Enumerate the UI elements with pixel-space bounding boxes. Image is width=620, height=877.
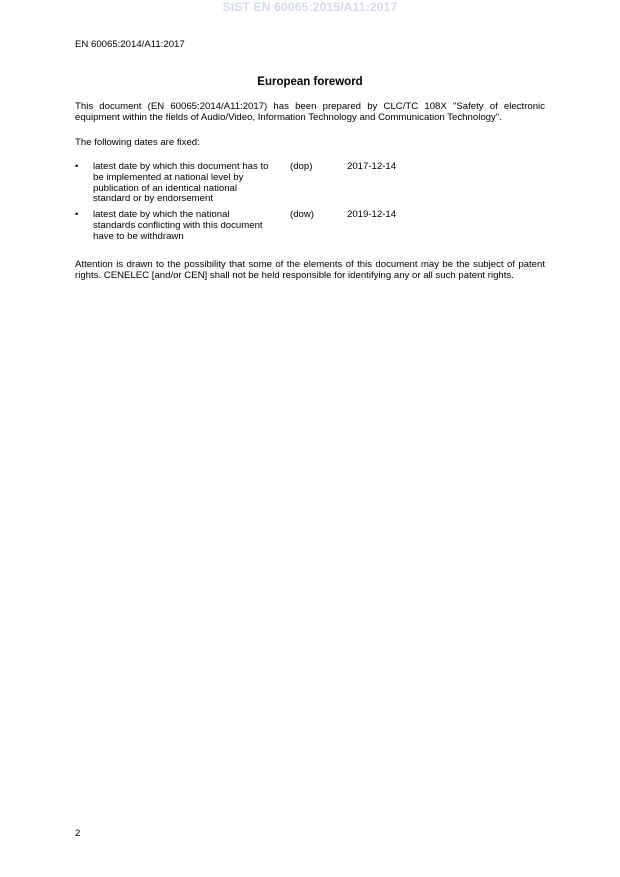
section-title: European foreword: [257, 76, 363, 88]
date-abbreviation: (dop): [290, 161, 313, 172]
list-item-dow: [75, 210, 545, 250]
date-abbreviation: (dow): [290, 209, 314, 220]
page-number: 2: [75, 828, 81, 839]
document-identifier: EN 60065:2014/A11:2017: [75, 39, 185, 50]
bullet-icon: •: [75, 161, 79, 172]
intro-paragraph: This document (EN 60065:2014/A11:2017) has been prepared by CLC/TC 108X "Safety of electronic equipment within the fields of Audio/Video, Information Technology and Communication Technology".: [75, 101, 545, 123]
date-description: latest date by which the national standards conflicting with this document have to be withdrawn: [93, 209, 263, 242]
attention-paragraph: Attention is drawn to the possibility that some of the elements of this document may be the subject of patent rights. CENELEC [and/or CEN] shall not be held responsible for identifying any or all such patent rights.: [75, 259, 545, 281]
dates-intro-paragraph: The following dates are fixed:: [75, 137, 200, 148]
date-value: 2017-12-14: [347, 161, 397, 172]
date-description: latest date by which this document has to be implemented at national level by publication of an identical national standard or by endorsement: [93, 161, 269, 205]
list-item-dop: [75, 162, 545, 210]
date-value: 2019-12-14: [347, 209, 397, 220]
bullet-icon: •: [75, 209, 79, 220]
dates-list: [75, 162, 545, 250]
watermark: SIST EN 60065:2015/A11:2017: [222, 0, 398, 14]
